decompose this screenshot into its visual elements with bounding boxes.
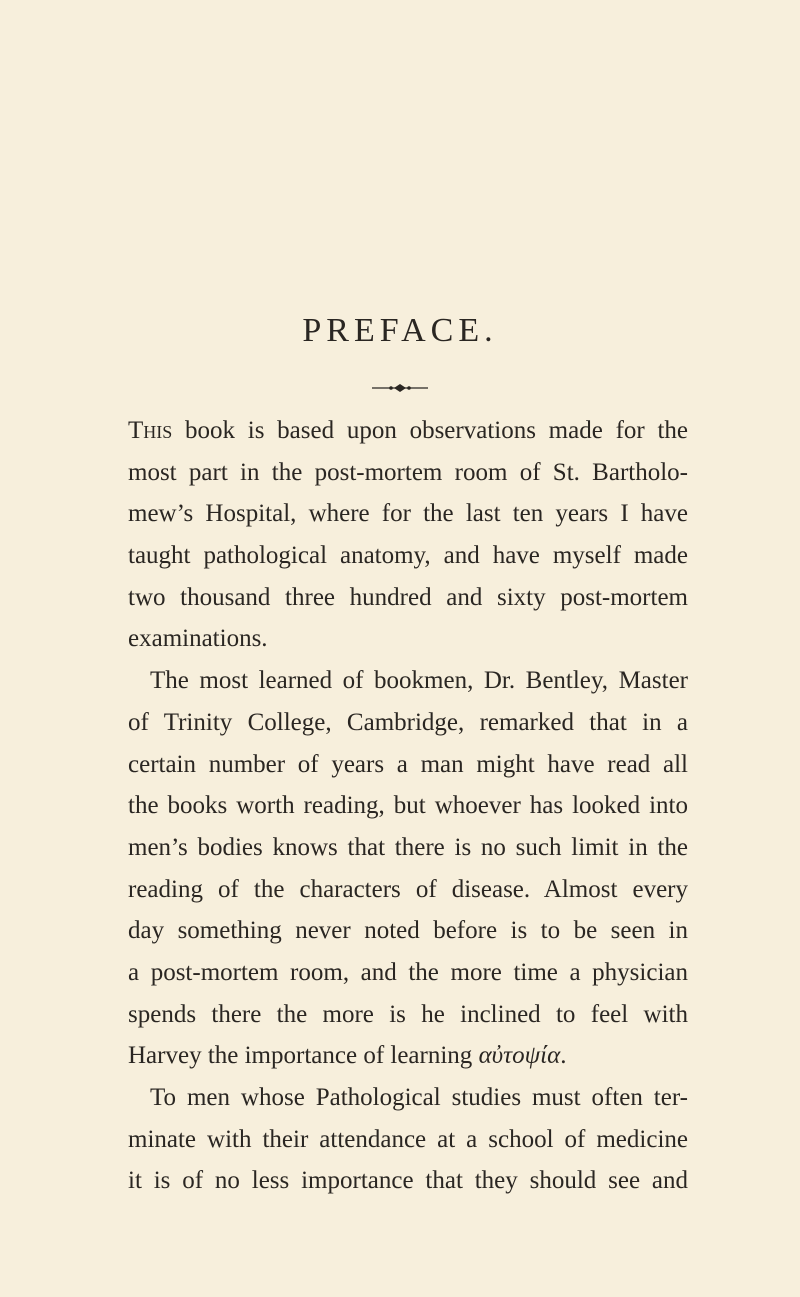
text-line: mew’s Hospital, where for the last ten years I have xyxy=(128,500,688,528)
text-line: This book is based upon observations made for the xyxy=(128,417,688,444)
text-line: Harvey the importance of learning αὐτοψία. xyxy=(128,1042,567,1070)
text-line: taught pathological anatomy, and have myself made xyxy=(128,542,688,570)
text-line: men’s bodies knows that there is no such limit in the xyxy=(128,833,688,861)
text-line: spends there the more is he inclined to feel with xyxy=(128,1000,688,1028)
preface-body xyxy=(128,410,688,1202)
text-line: two thousand three hundred and sixty post-mortem xyxy=(128,583,688,611)
text-line: most part in the post-mortem room of St. Bartholo- xyxy=(128,458,688,486)
text-line: minate with their attendance at a school of medicine xyxy=(128,1125,688,1153)
text-line: a post-mortem room, and the more time a physician xyxy=(128,958,688,986)
text-line: it is of no less importance that they should see and xyxy=(128,1167,688,1195)
text-line: of Trinity College, Cambridge, remarked that in a xyxy=(128,708,688,736)
text-line: the books worth reading, but whoever has looked into xyxy=(128,792,688,820)
greek-word: αὐτοψία xyxy=(478,1042,561,1070)
page-title: PREFACE. xyxy=(302,312,498,349)
text-line: reading of the characters of disease. Almost every xyxy=(128,875,688,903)
drop-lead-word: This xyxy=(128,417,173,444)
text-line: certain number of years a man might have read all xyxy=(128,750,688,778)
text-line: The most learned of bookmen, Dr. Bentley, Master xyxy=(150,667,688,695)
text-line: day something never noted before is to be seen in xyxy=(128,917,688,945)
text-line: examinations. xyxy=(128,625,268,653)
text-line: To men whose Pathological studies must often ter- xyxy=(150,1084,688,1111)
rule-ornament-icon xyxy=(370,382,430,394)
